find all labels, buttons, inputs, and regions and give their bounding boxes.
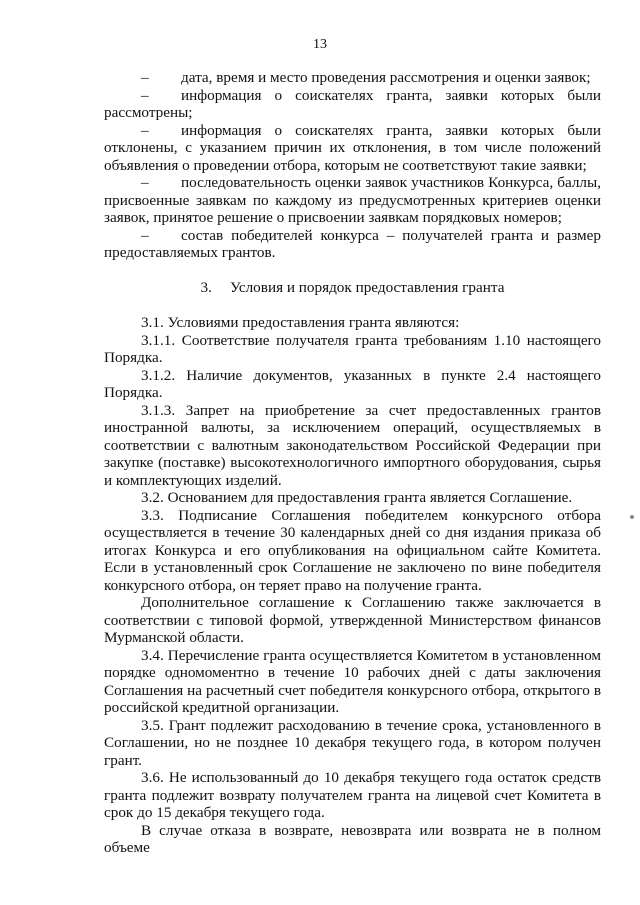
section-title: Условия и порядок предоставления гранта (229, 278, 505, 296)
paragraph: 3.1.3. Запрет на приобретение за счет предоставленных грантов иностранной валюты, за исключением операций, осуществляемых в соответствии с валютным законодательством Российской Федерации при закупке (поставке) высокотехнологичного импортного оборудования, сырья и комплектующих изделий. (104, 401, 601, 489)
list-item: – информация о соискателях гранта, заявки которых были рассмотрены; (104, 86, 601, 121)
paragraph: 3.1.2. Наличие документов, указанных в пункте 2.4 настоящего Порядка. (104, 366, 601, 401)
section-heading (104, 279, 601, 297)
section-number: 3. (200, 278, 212, 296)
list-item: – состав победителей конкурса – получателей гранта и размер предоставляемых грантов. (104, 226, 601, 261)
paragraph: Дополнительное соглашение к Соглашению также заключается в соответствии с типовой формой, утвержденной Министерством финансов Мурманской области. (104, 594, 601, 646)
paragraph: 3.2. Основанием для предоставления гранта является Соглашение. (141, 489, 573, 506)
paragraph: В случае отказа в возврате, невозврата или возврата не в полном объеме (104, 821, 601, 856)
document-body (104, 69, 601, 857)
paragraph: 3.5. Грант подлежит расходованию в течение срока, установленного в Соглашении, но не позднее 10 декабря текущего года, в котором получен грант. (104, 716, 601, 769)
dash-bullet: – (141, 121, 149, 139)
list-item: – дата, время и место проведения рассмотрения и оценки заявок; (141, 69, 591, 86)
dash-bullet: – (141, 86, 149, 104)
scan-speck (630, 515, 634, 519)
list-item: – последовательность оценки заявок участников Конкурса, баллы, присвоенные заявкам по каждому из предусмотренных критериев оценки заявок, принятое решение о присвоении заявкам порядковых номеров; (104, 174, 601, 226)
dash-bullet: – (141, 226, 149, 244)
paragraph: 3.4. Перечисление гранта осуществляется Комитетом в установленном порядке одномоментно в течение 10 рабочих дней с даты заключения Соглашения на расчетный счет победителя конкурсного отбора, открытого в российской кредитной организации. (104, 646, 601, 716)
list-item: – информация о соискателях гранта, заявки которых были отклонены, с указанием причин их отклонения, в том числе положений объявления о проведении отбора, которым не соответствуют такие заявки; (104, 121, 601, 174)
page-number: 13 (313, 37, 327, 52)
paragraph: 3.1.1. Соответствие получателя гранта требованиям 1.10 настоящего Порядка. (104, 331, 601, 366)
paragraph: 3.6. Не использованный до 10 декабря текущего года остаток средств гранта подлежит возврату получателем гранта на лицевой счет Комитета в срок до 15 декабря текущего года. (104, 769, 601, 821)
dash-bullet: – (141, 69, 149, 86)
paragraph: 3.1. Условиями предоставления гранта являются: (141, 314, 460, 331)
dash-bullet: – (141, 174, 149, 191)
paragraph: 3.3. Подписание Соглашения победителем конкурсного отбора осуществляется в течение 30 календарных дней со дня издания приказа об итогах Конкурса и его опубликования на официальном сайте Комитета. Если в установленный срок Соглашение не заключено по вине победителя конкурсного отбора, он теряет право на получение гранта. (104, 506, 601, 594)
